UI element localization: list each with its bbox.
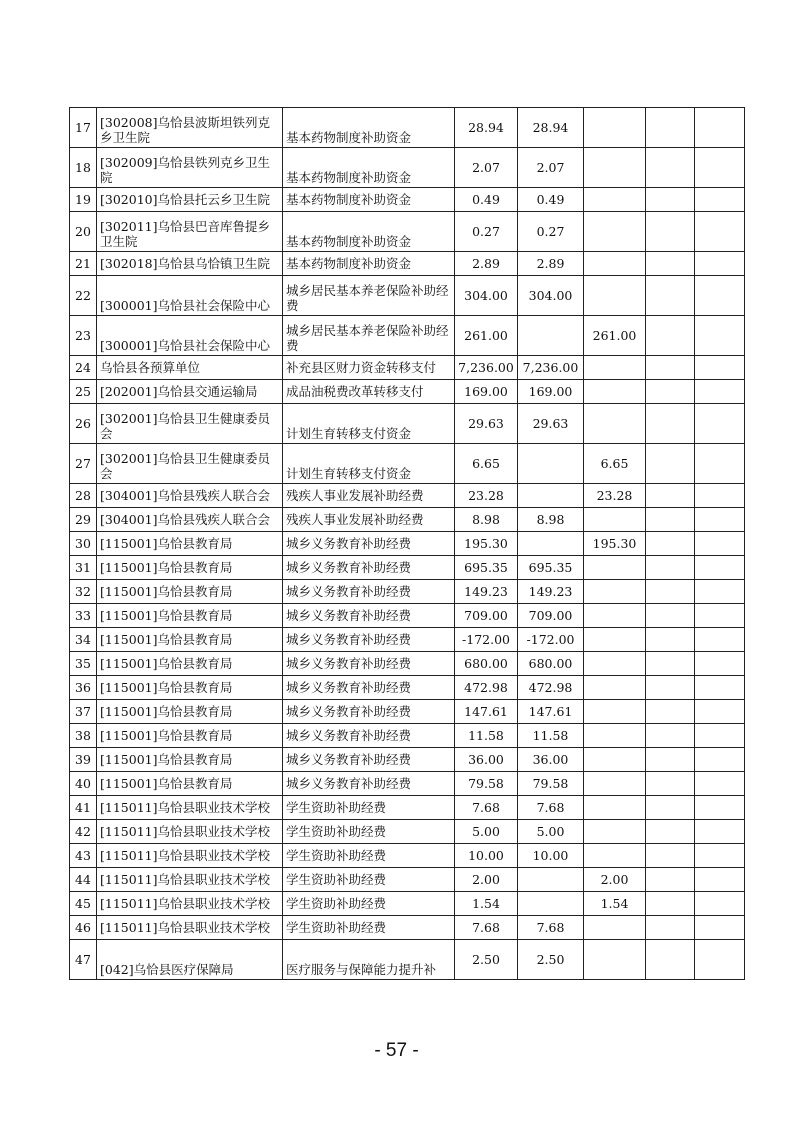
row-number-cell: 35	[70, 652, 97, 676]
funding-item-cell: 城乡义务教育补助经费	[283, 604, 455, 628]
amount-cell-col-d	[695, 676, 745, 700]
unit-name-cell: [115011]乌恰县职业技术学校	[97, 796, 283, 820]
table-row	[70, 148, 745, 188]
unit-name-cell: [202001]乌恰县交通运输局	[97, 380, 283, 404]
unit-name-cell: [115001]乌恰县教育局	[97, 628, 283, 652]
table-row	[70, 868, 745, 892]
amount-cell-col-a: 709.00	[518, 604, 584, 628]
amount-cell-col-b	[584, 380, 646, 404]
amount-cell-total: 472.98	[455, 676, 518, 700]
amount-cell-col-c	[646, 748, 695, 772]
amount-cell-col-a: 169.00	[518, 380, 584, 404]
amount-cell-col-c	[646, 676, 695, 700]
table-row	[70, 252, 745, 276]
unit-name-cell: [115001]乌恰县教育局	[97, 700, 283, 724]
amount-cell-col-d	[695, 276, 745, 316]
unit-name-cell: [115001]乌恰县教育局	[97, 652, 283, 676]
amount-cell-col-b	[584, 676, 646, 700]
unit-name-cell: [302009]乌恰县铁列克乡卫生院	[97, 148, 283, 188]
row-number-cell: 24	[70, 356, 97, 380]
amount-cell-col-d	[695, 868, 745, 892]
amount-cell-total: 149.23	[455, 580, 518, 604]
amount-cell-col-b	[584, 508, 646, 532]
amount-cell-col-a	[518, 444, 584, 484]
unit-name-cell: [115001]乌恰县教育局	[97, 676, 283, 700]
amount-cell-total: 28.94	[455, 108, 518, 148]
amount-cell-col-c	[646, 700, 695, 724]
amount-cell-col-a	[518, 868, 584, 892]
funding-item-cell: 残疾人事业发展补助经费	[283, 508, 455, 532]
table-body	[70, 108, 745, 980]
amount-cell-col-c	[646, 772, 695, 796]
amount-cell-col-c	[646, 820, 695, 844]
funding-item-cell: 补充县区财力资金转移支付	[283, 356, 455, 380]
table-row	[70, 212, 745, 252]
unit-name-cell: [302018]乌恰县乌恰镇卫生院	[97, 252, 283, 276]
amount-cell-col-b	[584, 700, 646, 724]
row-number-cell: 39	[70, 748, 97, 772]
amount-cell-col-a: 680.00	[518, 652, 584, 676]
row-number-cell: 17	[70, 108, 97, 148]
unit-name-cell: 乌恰县各预算单位	[97, 356, 283, 380]
amount-cell-col-a: 8.98	[518, 508, 584, 532]
amount-cell-col-d	[695, 508, 745, 532]
amount-cell-col-b	[584, 556, 646, 580]
amount-cell-col-c	[646, 844, 695, 868]
amount-cell-col-a	[518, 484, 584, 508]
amount-cell-col-c	[646, 404, 695, 444]
amount-cell-col-c	[646, 868, 695, 892]
table-row	[70, 604, 745, 628]
funding-item-cell: 城乡义务教育补助经费	[283, 628, 455, 652]
amount-cell-col-c	[646, 652, 695, 676]
funding-item-cell: 城乡居民基本养老保险补助经费	[283, 276, 455, 316]
table-row	[70, 772, 745, 796]
table-row	[70, 676, 745, 700]
amount-cell-total: 23.28	[455, 484, 518, 508]
amount-cell-col-b	[584, 188, 646, 212]
amount-cell-col-d	[695, 652, 745, 676]
amount-cell-col-d	[695, 940, 745, 980]
unit-name-cell: [115001]乌恰县教育局	[97, 724, 283, 748]
amount-cell-col-d	[695, 820, 745, 844]
amount-cell-col-d	[695, 532, 745, 556]
row-number-cell: 31	[70, 556, 97, 580]
unit-name-cell: [302011]乌恰县巴音库鲁提乡卫生院	[97, 212, 283, 252]
amount-cell-total: 147.61	[455, 700, 518, 724]
amount-cell-col-d	[695, 796, 745, 820]
funding-item-cell: 学生资助补助经费	[283, 892, 455, 916]
amount-cell-col-b	[584, 604, 646, 628]
amount-cell-col-a: 7.68	[518, 916, 584, 940]
unit-name-cell: [115001]乌恰县教育局	[97, 580, 283, 604]
amount-cell-col-a: 7,236.00	[518, 356, 584, 380]
amount-cell-col-d	[695, 356, 745, 380]
amount-cell-col-a: 149.23	[518, 580, 584, 604]
unit-name-cell: [302010]乌恰县托云乡卫生院	[97, 188, 283, 212]
funding-item-cell: 计划生育转移支付资金	[283, 404, 455, 444]
unit-name-cell: [115011]乌恰县职业技术学校	[97, 820, 283, 844]
unit-name-cell: [115001]乌恰县教育局	[97, 748, 283, 772]
amount-cell-col-b	[584, 844, 646, 868]
amount-cell-col-b: 23.28	[584, 484, 646, 508]
amount-cell-col-d	[695, 724, 745, 748]
unit-name-cell: [302001]乌恰县卫生健康委员会	[97, 444, 283, 484]
row-number-cell: 42	[70, 820, 97, 844]
amount-cell-col-b	[584, 724, 646, 748]
amount-cell-col-c	[646, 380, 695, 404]
funding-item-cell: 基本药物制度补助资金	[283, 188, 455, 212]
amount-cell-total: -172.00	[455, 628, 518, 652]
amount-cell-col-c	[646, 444, 695, 484]
amount-cell-total: 709.00	[455, 604, 518, 628]
amount-cell-col-c	[646, 148, 695, 188]
amount-cell-col-b	[584, 820, 646, 844]
amount-cell-total: 304.00	[455, 276, 518, 316]
amount-cell-col-d	[695, 556, 745, 580]
amount-cell-col-d	[695, 212, 745, 252]
amount-cell-col-c	[646, 108, 695, 148]
amount-cell-col-c	[646, 604, 695, 628]
row-number-cell: 44	[70, 868, 97, 892]
amount-cell-col-b	[584, 748, 646, 772]
unit-name-cell: [115011]乌恰县职业技术学校	[97, 868, 283, 892]
amount-cell-total: 2.00	[455, 868, 518, 892]
amount-cell-col-a: 79.58	[518, 772, 584, 796]
table-row	[70, 796, 745, 820]
row-number-cell: 36	[70, 676, 97, 700]
table-row	[70, 484, 745, 508]
amount-cell-total: 261.00	[455, 316, 518, 356]
table-row	[70, 276, 745, 316]
row-number-cell: 43	[70, 844, 97, 868]
table-row	[70, 940, 745, 980]
funding-item-cell: 医疗服务与保障能力提升补	[283, 940, 455, 980]
funding-item-cell: 城乡义务教育补助经费	[283, 772, 455, 796]
table-row	[70, 316, 745, 356]
amount-cell-total: 7.68	[455, 796, 518, 820]
table-row	[70, 820, 745, 844]
funding-item-cell: 城乡义务教育补助经费	[283, 580, 455, 604]
amount-cell-total: 2.50	[455, 940, 518, 980]
amount-cell-total: 695.35	[455, 556, 518, 580]
amount-cell-col-d	[695, 628, 745, 652]
row-number-cell: 29	[70, 508, 97, 532]
amount-cell-col-d	[695, 748, 745, 772]
amount-cell-col-b	[584, 252, 646, 276]
table-row	[70, 892, 745, 916]
amount-cell-col-a	[518, 892, 584, 916]
funding-item-cell: 城乡义务教育补助经费	[283, 532, 455, 556]
unit-name-cell: [115001]乌恰县教育局	[97, 772, 283, 796]
row-number-cell: 37	[70, 700, 97, 724]
page-number: - 57 -	[374, 1040, 419, 1061]
table-row	[70, 724, 745, 748]
amount-cell-total: 8.98	[455, 508, 518, 532]
amount-cell-col-a: 10.00	[518, 844, 584, 868]
row-number-cell: 26	[70, 404, 97, 444]
row-number-cell: 21	[70, 252, 97, 276]
row-number-cell: 23	[70, 316, 97, 356]
amount-cell-total: 7,236.00	[455, 356, 518, 380]
amount-cell-col-b	[584, 212, 646, 252]
amount-cell-total: 0.27	[455, 212, 518, 252]
amount-cell-col-b	[584, 940, 646, 980]
amount-cell-col-a: 5.00	[518, 820, 584, 844]
amount-cell-col-c	[646, 188, 695, 212]
amount-cell-col-c	[646, 276, 695, 316]
table-row	[70, 356, 745, 380]
amount-cell-total: 6.65	[455, 444, 518, 484]
amount-cell-col-a: 0.27	[518, 212, 584, 252]
unit-name-cell: [115011]乌恰县职业技术学校	[97, 892, 283, 916]
amount-cell-col-c	[646, 580, 695, 604]
funding-item-cell: 残疾人事业发展补助经费	[283, 484, 455, 508]
funding-item-cell: 城乡居民基本养老保险补助经费	[283, 316, 455, 356]
table-row	[70, 628, 745, 652]
amount-cell-col-b	[584, 356, 646, 380]
table-row	[70, 700, 745, 724]
row-number-cell: 38	[70, 724, 97, 748]
amount-cell-col-d	[695, 772, 745, 796]
row-number-cell: 18	[70, 148, 97, 188]
funding-item-cell: 基本药物制度补助资金	[283, 148, 455, 188]
funding-item-cell: 计划生育转移支付资金	[283, 444, 455, 484]
unit-name-cell: [115001]乌恰县教育局	[97, 604, 283, 628]
amount-cell-total: 2.89	[455, 252, 518, 276]
table-row	[70, 652, 745, 676]
amount-cell-col-d	[695, 916, 745, 940]
row-number-cell: 19	[70, 188, 97, 212]
table-row	[70, 188, 745, 212]
row-number-cell: 30	[70, 532, 97, 556]
funding-item-cell: 城乡义务教育补助经费	[283, 556, 455, 580]
table-row	[70, 844, 745, 868]
funding-item-cell: 学生资助补助经费	[283, 844, 455, 868]
table-row	[70, 532, 745, 556]
amount-cell-col-c	[646, 628, 695, 652]
amount-cell-col-b	[584, 628, 646, 652]
amount-cell-col-b	[584, 652, 646, 676]
funding-item-cell: 城乡义务教育补助经费	[283, 700, 455, 724]
row-number-cell: 25	[70, 380, 97, 404]
amount-cell-col-d	[695, 892, 745, 916]
row-number-cell: 41	[70, 796, 97, 820]
amount-cell-total: 680.00	[455, 652, 518, 676]
amount-cell-col-a: 7.68	[518, 796, 584, 820]
row-number-cell: 47	[70, 940, 97, 980]
amount-cell-col-a	[518, 532, 584, 556]
amount-cell-col-a: 36.00	[518, 748, 584, 772]
table-row	[70, 748, 745, 772]
amount-cell-total: 7.68	[455, 916, 518, 940]
amount-cell-col-c	[646, 892, 695, 916]
row-number-cell: 22	[70, 276, 97, 316]
amount-cell-col-a: 29.63	[518, 404, 584, 444]
amount-cell-col-a: 11.58	[518, 724, 584, 748]
row-number-cell: 32	[70, 580, 97, 604]
amount-cell-col-c	[646, 556, 695, 580]
amount-cell-total: 11.58	[455, 724, 518, 748]
amount-cell-col-b	[584, 404, 646, 444]
funding-item-cell: 成品油税费改革转移支付	[283, 380, 455, 404]
funding-item-cell: 学生资助补助经费	[283, 916, 455, 940]
amount-cell-col-a: 2.89	[518, 252, 584, 276]
amount-cell-col-d	[695, 444, 745, 484]
table-row	[70, 380, 745, 404]
unit-name-cell: [304001]乌恰县残疾人联合会	[97, 508, 283, 532]
table-row	[70, 556, 745, 580]
funding-item-cell: 学生资助补助经费	[283, 868, 455, 892]
row-number-cell: 45	[70, 892, 97, 916]
unit-name-cell: [115011]乌恰县职业技术学校	[97, 916, 283, 940]
amount-cell-total: 10.00	[455, 844, 518, 868]
amount-cell-col-d	[695, 252, 745, 276]
table-row	[70, 404, 745, 444]
amount-cell-col-d	[695, 844, 745, 868]
amount-cell-col-b	[584, 580, 646, 604]
funding-item-cell: 学生资助补助经费	[283, 820, 455, 844]
amount-cell-col-b: 2.00	[584, 868, 646, 892]
amount-cell-col-a: 472.98	[518, 676, 584, 700]
amount-cell-col-b	[584, 916, 646, 940]
table-row	[70, 916, 745, 940]
amount-cell-col-d	[695, 700, 745, 724]
amount-cell-col-b: 6.65	[584, 444, 646, 484]
funding-item-cell: 基本药物制度补助资金	[283, 108, 455, 148]
amount-cell-col-c	[646, 508, 695, 532]
row-number-cell: 34	[70, 628, 97, 652]
amount-cell-col-c	[646, 796, 695, 820]
amount-cell-col-b	[584, 276, 646, 316]
funding-item-cell: 学生资助补助经费	[283, 796, 455, 820]
row-number-cell: 27	[70, 444, 97, 484]
amount-cell-total: 2.07	[455, 148, 518, 188]
unit-name-cell: [300001]乌恰县社会保险中心	[97, 276, 283, 316]
amount-cell-col-d	[695, 604, 745, 628]
amount-cell-col-a: 304.00	[518, 276, 584, 316]
row-number-cell: 33	[70, 604, 97, 628]
amount-cell-col-a: -172.00	[518, 628, 584, 652]
amount-cell-col-a: 147.61	[518, 700, 584, 724]
unit-name-cell: [302001]乌恰县卫生健康委员会	[97, 404, 283, 444]
table-row	[70, 580, 745, 604]
amount-cell-col-b	[584, 148, 646, 188]
amount-cell-col-b: 261.00	[584, 316, 646, 356]
funding-item-cell: 城乡义务教育补助经费	[283, 748, 455, 772]
row-number-cell: 28	[70, 484, 97, 508]
amount-cell-total: 36.00	[455, 748, 518, 772]
amount-cell-col-b	[584, 772, 646, 796]
unit-name-cell: [302008]乌恰县波斯坦铁列克乡卫生院	[97, 108, 283, 148]
amount-cell-col-b	[584, 796, 646, 820]
amount-cell-col-b: 195.30	[584, 532, 646, 556]
unit-name-cell: [115011]乌恰县职业技术学校	[97, 844, 283, 868]
unit-name-cell: [115001]乌恰县教育局	[97, 532, 283, 556]
amount-cell-col-d	[695, 148, 745, 188]
amount-cell-col-a: 2.50	[518, 940, 584, 980]
table-row	[70, 108, 745, 148]
amount-cell-col-b	[584, 108, 646, 148]
amount-cell-total: 195.30	[455, 532, 518, 556]
amount-cell-col-a: 28.94	[518, 108, 584, 148]
amount-cell-total: 5.00	[455, 820, 518, 844]
amount-cell-col-d	[695, 404, 745, 444]
allocation-table	[69, 107, 745, 980]
unit-name-cell: [300001]乌恰县社会保险中心	[97, 316, 283, 356]
funding-item-cell: 基本药物制度补助资金	[283, 252, 455, 276]
amount-cell-col-c	[646, 316, 695, 356]
amount-cell-total: 29.63	[455, 404, 518, 444]
amount-cell-col-d	[695, 484, 745, 508]
table-row	[70, 444, 745, 484]
funding-item-cell: 城乡义务教育补助经费	[283, 676, 455, 700]
amount-cell-col-d	[695, 380, 745, 404]
amount-cell-col-a: 695.35	[518, 556, 584, 580]
funding-item-cell: 城乡义务教育补助经费	[283, 652, 455, 676]
amount-cell-col-d	[695, 316, 745, 356]
amount-cell-col-c	[646, 484, 695, 508]
amount-cell-col-a: 2.07	[518, 148, 584, 188]
amount-cell-col-a: 0.49	[518, 188, 584, 212]
amount-cell-col-c	[646, 940, 695, 980]
funding-item-cell: 基本药物制度补助资金	[283, 212, 455, 252]
amount-cell-col-d	[695, 108, 745, 148]
amount-cell-col-c	[646, 212, 695, 252]
unit-name-cell: [115001]乌恰县教育局	[97, 556, 283, 580]
unit-name-cell: [304001]乌恰县残疾人联合会	[97, 484, 283, 508]
amount-cell-total: 1.54	[455, 892, 518, 916]
row-number-cell: 40	[70, 772, 97, 796]
unit-name-cell: [042]乌恰县医疗保障局	[97, 940, 283, 980]
row-number-cell: 20	[70, 212, 97, 252]
amount-cell-col-d	[695, 188, 745, 212]
amount-cell-col-c	[646, 532, 695, 556]
funding-item-cell: 城乡义务教育补助经费	[283, 724, 455, 748]
amount-cell-col-a	[518, 316, 584, 356]
amount-cell-total: 0.49	[455, 188, 518, 212]
amount-cell-col-d	[695, 580, 745, 604]
amount-cell-total: 79.58	[455, 772, 518, 796]
row-number-cell: 46	[70, 916, 97, 940]
amount-cell-col-c	[646, 724, 695, 748]
amount-cell-col-c	[646, 252, 695, 276]
amount-cell-col-c	[646, 356, 695, 380]
amount-cell-col-c	[646, 916, 695, 940]
amount-cell-total: 169.00	[455, 380, 518, 404]
amount-cell-col-b: 1.54	[584, 892, 646, 916]
table-row	[70, 508, 745, 532]
